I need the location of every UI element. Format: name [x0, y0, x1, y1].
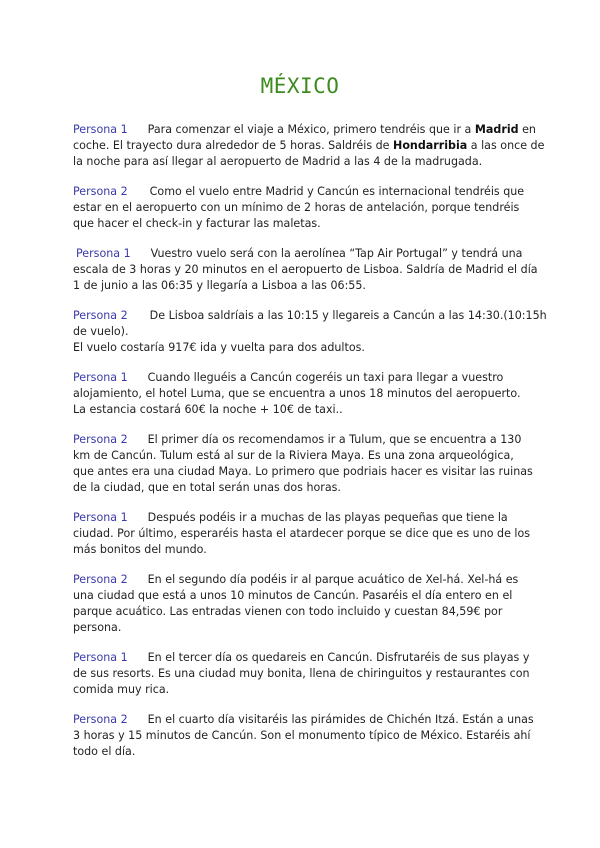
paragraph-line [73, 402, 533, 418]
line-text: En el tercer día os quedareis en Cancún. Disfrutaréis de sus playas y [147, 651, 530, 664]
speaker-label: Persona 2 [73, 185, 128, 198]
line-text: Como el vuelo entre Madrid y Cancún es internacional tendréis que [149, 185, 525, 198]
paragraph-line [73, 744, 533, 760]
dialogue-paragraph [73, 650, 533, 698]
line-text: Vuestro vuelo será con la aerolínea “Tap Air Portugal” y tendrá una [150, 247, 523, 260]
line-text: 1 de junio a las 06:35 y llegaría a Lisboa a las 06:55. [73, 279, 366, 292]
line-text: El vuelo costaría 917€ ida y vuelta para dos adultos. [73, 341, 365, 354]
line-text: parque acuático. Las entradas vienen con todo incluido y cuestan 84,59€ por [73, 605, 503, 618]
paragraph-line [73, 604, 533, 620]
dialogue-paragraph [73, 712, 533, 760]
paragraph-line [73, 620, 533, 636]
speaker-label: Persona 1 [76, 247, 131, 260]
line-text: En el cuarto día visitaréis las pirámides de Chichén Itzá. Están a unas [147, 713, 534, 726]
line-text: El primer día os recomendamos ir a Tulum, que se encuentra a 130 [147, 433, 522, 446]
paragraph-line [73, 510, 533, 526]
speaker-label: Persona 2 [73, 713, 128, 726]
paragraph-line [73, 666, 533, 682]
line-text: más bonitos del mundo. [73, 543, 207, 556]
line-text: ciudad. Por último, esperaréis hasta el atardecer porque se dice que es uno de los [73, 527, 531, 540]
bold-place-name: Hondarribia [393, 139, 468, 152]
paragraph-line [73, 154, 533, 170]
paragraph-line [73, 526, 533, 542]
speaker-label: Persona 2 [73, 309, 128, 322]
dialogue-paragraph [73, 370, 533, 418]
speaker-label: Persona 2 [73, 433, 128, 446]
paragraph-line [73, 138, 545, 154]
paragraph-line [73, 386, 533, 402]
line-text: Para comenzar el viaje a México, primero tendréis que ir a [147, 123, 475, 136]
line-text: La estancia costará 60€ la noche + 10€ de taxi.. [73, 403, 343, 416]
paragraph-line [73, 278, 533, 294]
paragraph-line [73, 682, 533, 698]
paragraph-line [73, 324, 533, 340]
speaker-label: Persona 1 [73, 511, 128, 524]
dialogue-paragraph [73, 572, 533, 636]
speaker-label: Persona 2 [73, 573, 128, 586]
speaker-label: Persona 1 [73, 123, 128, 136]
line-text: comida muy rica. [73, 683, 170, 696]
paragraph-line [73, 246, 533, 262]
line-text: a las once de [467, 139, 545, 152]
paragraph-line [73, 370, 533, 386]
paragraph-line [73, 122, 536, 138]
bold-place-name: Madrid [474, 123, 519, 136]
line-text: que antes era una ciudad Maya. Lo primero que podriais hacer es visitar las ruinas [73, 465, 533, 478]
page-title: MÉXICO [260, 74, 340, 98]
line-text: persona. [73, 621, 122, 634]
dialogue-paragraph [73, 510, 533, 558]
line-text: km de Cancún. Tulum está al sur de la Riviera Maya. Es una zona arqueológica, [73, 449, 514, 462]
paragraph-line [73, 712, 533, 728]
line-text: que hacer el check-in y facturar las maletas. [73, 217, 321, 230]
line-text: de sus resorts. Es una ciudad muy bonita, llena de chiringuitos y restaurantes con [73, 667, 530, 680]
paragraph-line [73, 728, 533, 744]
line-text: todo el día. [73, 745, 136, 758]
dialogue-paragraph [73, 308, 547, 356]
paragraph-line [73, 308, 547, 324]
paragraph-line [73, 588, 533, 604]
line-text: En el segundo día podéis ir al parque acuático de Xel-há. Xel-há es [147, 573, 519, 586]
line-text: estar en el aeropuerto con un mínimo de 2 horas de antelación, porque tendréis [73, 201, 520, 214]
paragraph-line [73, 262, 538, 278]
line-text: una ciudad que está a unos 10 minutos de Cancún. Pasaréis el día entero en el [73, 589, 513, 602]
dialogue-paragraph [73, 246, 538, 294]
paragraph-line [73, 432, 533, 448]
line-text: la noche para así llegar al aeropuerto de Madrid a las 4 de la madrugada. [73, 155, 483, 168]
line-text: escala de 3 horas y 20 minutos en el aeropuerto de Lisboa. Saldría de Madrid el día [73, 263, 538, 276]
paragraph-line [73, 200, 533, 216]
dialogue-paragraph [73, 122, 545, 170]
paragraph-line [73, 340, 533, 356]
dialogue-paragraph [73, 432, 533, 496]
line-text: De Lisboa saldríais a las 10:15 y llegareis a Cancún a las 14:30.(10:15h [149, 309, 547, 322]
paragraph-line [73, 184, 533, 200]
speaker-label: Persona 1 [73, 651, 128, 664]
line-text: de la ciudad, que en total serán unas dos horas. [73, 481, 341, 494]
paragraph-line [73, 650, 533, 666]
dialogue-paragraph [73, 184, 533, 232]
line-text: coche. El trayecto dura alrededor de 5 horas. Saldréis de [73, 139, 394, 152]
paragraph-line [73, 216, 533, 232]
paragraph-line [73, 542, 533, 558]
line-text: alojamiento, el hotel Luma, que se encuentra a unos 18 minutos del aeropuerto. [73, 387, 521, 400]
paragraph-line [73, 480, 533, 496]
paragraph-line [73, 464, 533, 480]
line-text: Después podéis ir a muchas de las playas pequeñas que tiene la [147, 511, 508, 524]
line-text: en [518, 123, 536, 136]
paragraph-line [73, 448, 533, 464]
line-text: de vuelo). [73, 325, 129, 338]
line-text: 3 horas y 15 minutos de Cancún. Son el monumento típico de México. Estaréis ahí [73, 729, 531, 742]
line-text: Cuando lleguéis a Cancún cogeréis un taxi para llegar a vuestro [147, 371, 504, 384]
paragraph-line [73, 572, 533, 588]
speaker-label: Persona 1 [73, 371, 128, 384]
